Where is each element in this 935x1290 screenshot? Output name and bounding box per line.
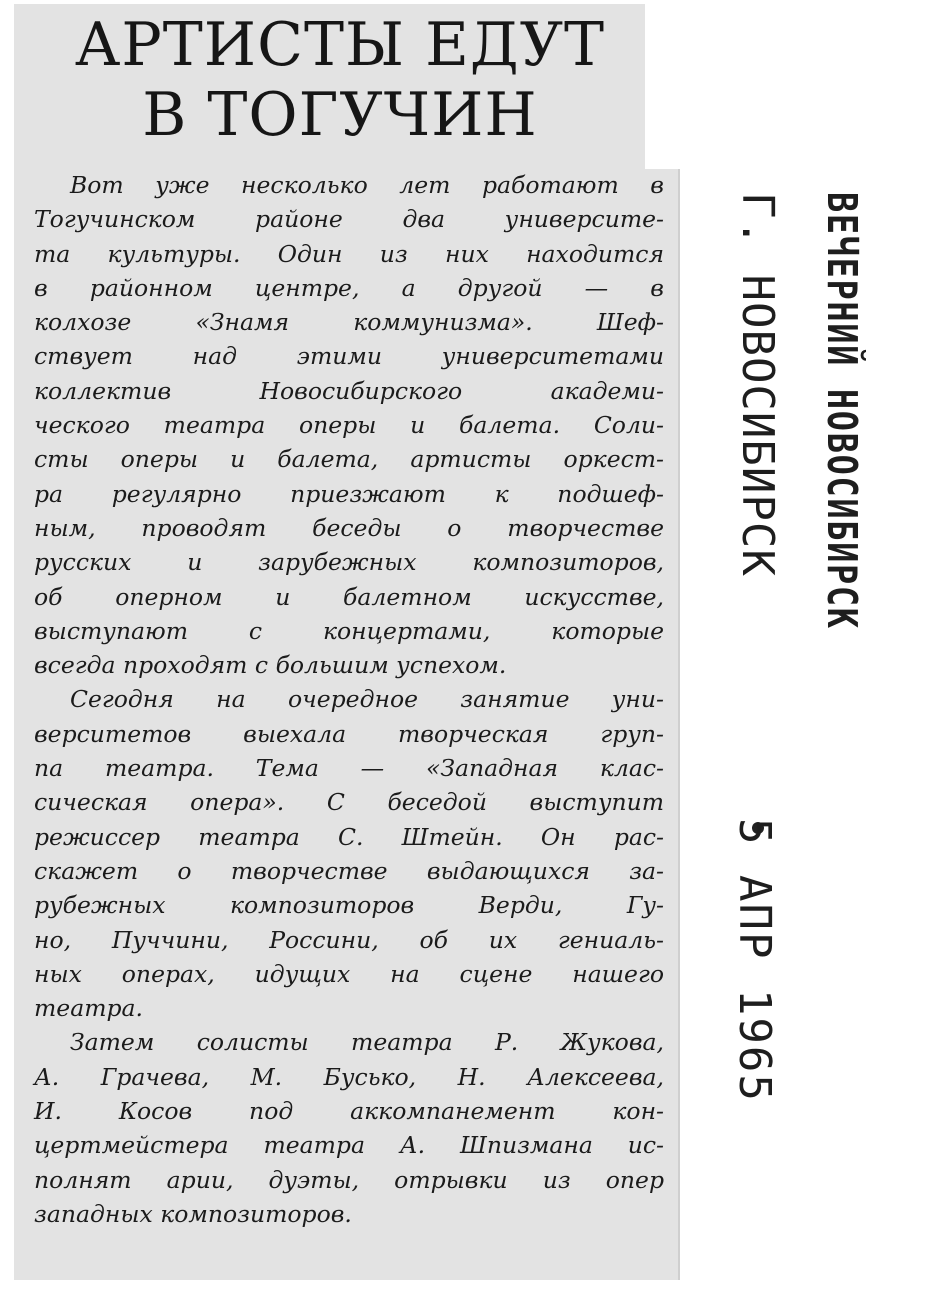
article-line: всегда проходят с большим успехом. [34, 651, 507, 680]
article-line: западных композиторов. [34, 1199, 352, 1228]
article-line: па театра. Тема — «Западная клас- [34, 754, 664, 783]
article-line: но, Пуччини, Россини, об их гениаль- [34, 925, 664, 954]
article-line: театра. [34, 994, 144, 1023]
article-line: ческого театра оперы и балета. Соли- [34, 411, 664, 440]
article-line: полнят арии, дуэты, отрывки из опер [34, 1165, 664, 1194]
article-line: А. Грачева, М. Бусько, Н. Алексеева, [34, 1062, 664, 1091]
article-line: об оперном и балетном искусстве, [34, 582, 664, 611]
article-line: ным, проводят беседы о творчестве [34, 513, 664, 542]
headline-line-1: АРТИСТЫ ЕДУТ [74, 10, 606, 80]
article-line: цертмейстера театра А. Шпизмана ис- [34, 1131, 664, 1160]
article-line: режиссер театра С. Штейн. Он рас- [34, 822, 664, 851]
article-line: скажет о творчестве выдающихся за- [34, 856, 664, 885]
article-line: выступают с концертами, которые [34, 616, 664, 645]
article-line: та культуры. Один из них находится [34, 239, 664, 268]
article-line: сты оперы и балета, артисты оркест- [34, 445, 664, 474]
stamp-newspaper-name: ВЕЧЕРНИЙ НОВОСИБИРСК [818, 192, 866, 630]
article-line: Сегодня на очередное занятие уни- [70, 685, 664, 714]
article-line: в районном центре, а другой — в [34, 273, 664, 302]
article-body [34, 168, 664, 1231]
article-line: русских и зарубежных композиторов, [34, 548, 664, 577]
article-line: верситетов выехала творческая груп- [34, 719, 664, 748]
stamp-area [690, 170, 900, 1280]
article-line: коллектив Новосибирского академи- [34, 376, 664, 405]
article-headline [40, 10, 640, 150]
article-line: Затем солисты театра Р. Жукова, [70, 1028, 664, 1057]
stamp-date: 5 АПР 1965 [729, 818, 780, 1103]
article-line: ра регулярно приезжают к подшеф- [34, 479, 664, 508]
article-line: Вот уже несколько лет работают в [70, 171, 664, 199]
article-line: ствует над этими университетами [34, 342, 664, 371]
article-line: ных операх, идущих на сцене нашего [34, 959, 664, 988]
stamp-city: Г. НОВОСИБИРСК [732, 192, 783, 577]
article-line: Тогучинском районе два университе- [34, 205, 664, 234]
torn-corner [645, 4, 685, 169]
article-line: рубежных композиторов Верди, Гу- [34, 891, 664, 920]
article-line: И. Косов под аккомпанемент кон- [34, 1097, 664, 1126]
article-line: колхозе «Знамя коммунизма». Шеф- [34, 308, 664, 337]
article-line: сическая опера». С беседой выступит [34, 788, 664, 817]
headline-line-2: В ТОГУЧИН [142, 80, 538, 150]
